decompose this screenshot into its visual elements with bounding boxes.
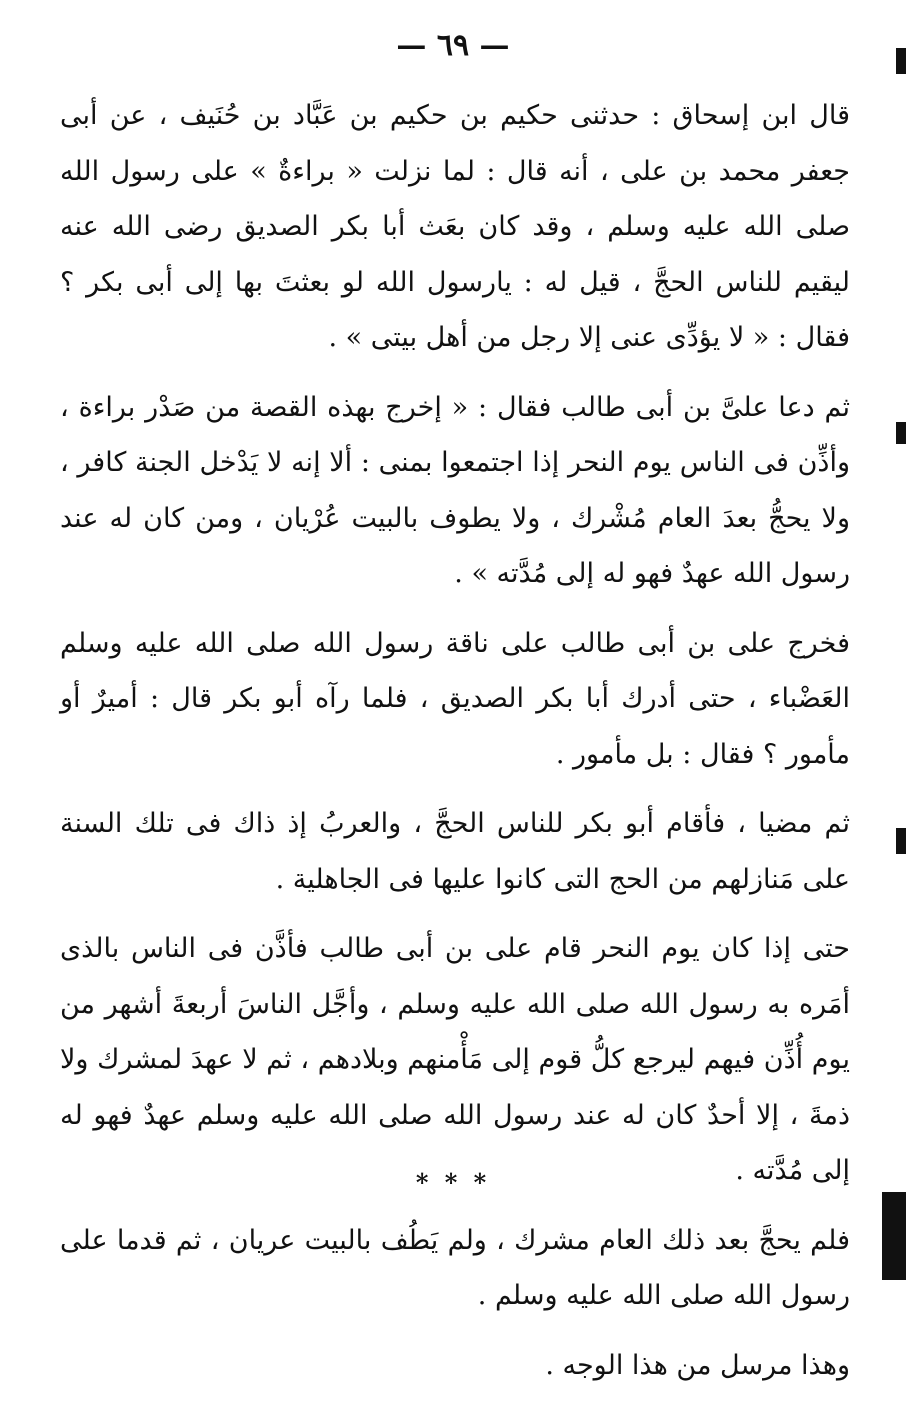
paragraph: فخرج على بن أبى طالب على ناقة رسول الله صلى الله عليه وسلم العَضْباء ، حتى أدرك أبا بكر الصديق ، فلما رآه أبو بكر قال : أميرٌ أو مأمور ؟ فقال : بل مأمور . [60, 627, 850, 770]
section-separator: * * * [415, 1168, 491, 1197]
paragraph: فلم يحجَّ بعد ذلك العام مشرك ، ولم يَطُف بالبيت عريان ، ثم قدما على رسول الله صلى الله عليه وسلم . [60, 1224, 850, 1311]
paragraph: ثم دعا علىَّ بن أبى طالب فقال : « إخرج بهذه القصة من صَدْر براءة ، وأذِّن فى الناس يوم النحر إذا اجتمعوا بمنى : ألا إنه لا يَدْخل الجنة كافر ، ولا يحجُّ بعدَ العام مُشْرك ، ولا يطوف بالبيت عُرْيان ، ومن كان له عند رسول الله عهدٌ فهو له إلى مُدَّته » . [60, 391, 850, 589]
paragraph: قال ابن إسحاق : حدثنى حكيم بن حكيم بن عَبَّاد بن حُنَيف ، عن أبى جعفر محمد بن على ، أنه قال : لما نزلت « براءةٌ » على رسول الله صلى الله عليه وسلم ، وقد كان بعَث أبا بكر الصديق رضى الله عنه ليقيم للناس الحجَّ ، قيل له : يارسول الله لو بعثتَ بها إلى أبى بكر ؟ فقال : « لا يؤدِّى عنى إلا رجل من أهل بيتى » . [60, 100, 850, 353]
page-number: — ٦٩ — [396, 28, 510, 63]
scan-edge-mark [896, 422, 906, 444]
text-body [60, 88, 850, 1407]
paragraph: ثم مضيا ، فأقام أبو بكر للناس الحجَّ ، والعربُ إذ ذاك فى تلك السنة على مَنازلهم من الحج التى كانوا عليها فى الجاهلية . [60, 808, 850, 895]
scan-edge-mark [896, 828, 906, 854]
paragraph: وهذا مرسل من هذا الوجه . [545, 1349, 850, 1381]
scan-edge-mark [896, 48, 906, 74]
paragraph: حتى إذا كان يوم النحر قام على بن أبى طالب فأذَّن فى الناس بالذى أمَره به رسول الله صلى الله عليه وسلم ، وأجَّل الناسَ أربعةَ أشهر من يوم أُذِّن فيهم ليرجع كلُّ قوم إلى مَأْمنهم وبلادهم ، ثم لا عهدَ لمشرك ولا ذمةَ ، إلا أحدٌ كان له عند رسول الله صلى الله عليه وسلم عهدٌ فهو له إلى مُدَّته . [60, 933, 850, 1186]
scan-edge-mark [882, 1192, 906, 1280]
